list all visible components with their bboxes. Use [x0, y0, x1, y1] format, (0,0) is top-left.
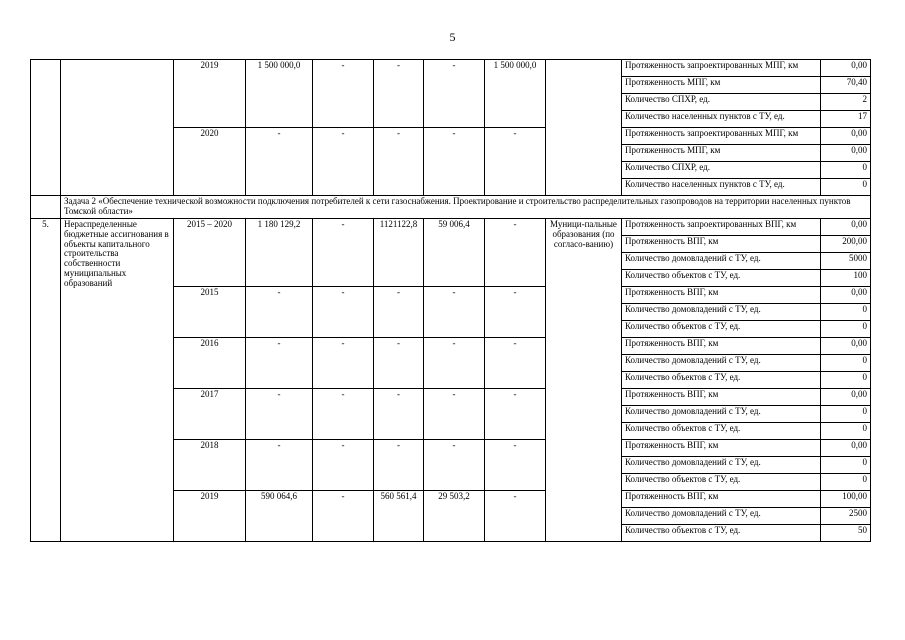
item-name: Нераспределенные бюджетные ассигнования в объекты капитального строительства собственности муниципальных образований: [61, 218, 174, 541]
cell-year: 2015 – 2020: [174, 218, 246, 286]
cell-fed: -: [313, 439, 374, 490]
table-row: [31, 196, 871, 219]
cell-fed: -: [313, 337, 374, 388]
indicator-value: 100,00: [821, 490, 871, 507]
executor-cell: Муници-пальные образования (по согласо-ванию): [546, 218, 622, 541]
cell-reg: -: [374, 439, 424, 490]
cell-fed: -: [313, 388, 374, 439]
cell-total: 590 064,6: [246, 490, 313, 541]
cell-loc: -: [424, 286, 485, 337]
cell-year: 2015: [174, 286, 246, 337]
cell-year: 2018: [174, 439, 246, 490]
program-table: [30, 59, 871, 542]
cell-reg: -: [374, 286, 424, 337]
indicator-value: 0,00: [821, 145, 871, 162]
cell-reg: -: [374, 388, 424, 439]
cell-year: 2020: [174, 128, 246, 196]
indicator-name: Количество населенных пунктов с ТУ, ед.: [622, 111, 821, 128]
cell-year: 2019: [174, 60, 246, 128]
indicator-value: 0: [821, 162, 871, 179]
cell-extra: -: [485, 286, 546, 337]
indicator-name: Количество населенных пунктов с ТУ, ед.: [622, 179, 821, 196]
indicator-value: 0,00: [821, 337, 871, 354]
executor-cell: [546, 60, 622, 196]
indicator-name: Количество СПХР, ед.: [622, 162, 821, 179]
cell-reg: -: [374, 337, 424, 388]
indicator-value: 0,00: [821, 439, 871, 456]
cell-extra: -: [485, 128, 546, 196]
indicator-value: 0: [821, 179, 871, 196]
indicator-name: Количество домовладений с ТУ, ед.: [622, 303, 821, 320]
indicator-name: Количество объектов с ТУ, ед.: [622, 473, 821, 490]
cell-loc: -: [424, 337, 485, 388]
indicator-name: Количество домовладений с ТУ, ед.: [622, 252, 821, 269]
indicator-name: Количество объектов с ТУ, ед.: [622, 422, 821, 439]
indicator-value: 50: [821, 524, 871, 541]
cell-total: 1 180 129,2: [246, 218, 313, 286]
indicator-value: 0: [821, 371, 871, 388]
indicator-value: 5000: [821, 252, 871, 269]
indicator-name: Протяженность ВПГ, км: [622, 439, 821, 456]
indicator-value: 0,00: [821, 218, 871, 235]
indicator-name: Количество объектов с ТУ, ед.: [622, 320, 821, 337]
indicator-value: 0,00: [821, 128, 871, 145]
indicator-value: 100: [821, 269, 871, 286]
cell-year: 2016: [174, 337, 246, 388]
cell-loc: -: [424, 439, 485, 490]
indicator-value: 0,00: [821, 286, 871, 303]
table-row: [31, 218, 871, 235]
cell-reg: 1121122,8: [374, 218, 424, 286]
page-number: 5: [449, 30, 456, 44]
indicator-name: Количество СПХР, ед.: [622, 94, 821, 111]
table-row: [31, 60, 871, 77]
indicator-name: Протяженность ВПГ, км: [622, 490, 821, 507]
cell-fed: -: [313, 60, 374, 128]
indicator-value: 0: [821, 422, 871, 439]
indicator-value: 0: [821, 473, 871, 490]
indicator-name: Протяженность ВПГ, км: [622, 235, 821, 252]
indicator-name: Протяженность ВПГ, км: [622, 388, 821, 405]
indicator-name: Количество домовладений с ТУ, ед.: [622, 405, 821, 422]
indicator-name: Протяженность запроектированных МПГ, км: [622, 128, 821, 145]
cell-loc: -: [424, 60, 485, 128]
cell-loc: 59 006,4: [424, 218, 485, 286]
indicator-value: 0: [821, 303, 871, 320]
indicator-name: Протяженность запроектированных МПГ, км: [622, 60, 821, 77]
indicator-value: 0,00: [821, 60, 871, 77]
indicator-value: 2500: [821, 507, 871, 524]
cell-reg: -: [374, 60, 424, 128]
cell-total: -: [246, 128, 313, 196]
indicator-name: Протяженность ВПГ, км: [622, 286, 821, 303]
cell-extra: -: [485, 388, 546, 439]
indicator-name: Количество домовладений с ТУ, ед.: [622, 456, 821, 473]
cell-year: 2019: [174, 490, 246, 541]
indicator-value: 0: [821, 405, 871, 422]
indicator-name: Протяженность МПГ, км: [622, 77, 821, 94]
cell-total: 1 500 000,0: [246, 60, 313, 128]
num-cell: [31, 196, 61, 219]
indicator-value: 0: [821, 456, 871, 473]
cell-loc: -: [424, 388, 485, 439]
task-heading: Задача 2 «Обеспечение технической возможности подключения потребителей к сети газоснабжения. Проектирование и строительство распределительных газопроводов на территории населенных пунктов Томской области»: [61, 196, 871, 219]
cell-extra: 1 500 000,0: [485, 60, 546, 128]
cell-extra: -: [485, 490, 546, 541]
cell-loc: -: [424, 128, 485, 196]
indicator-value: 0: [821, 320, 871, 337]
indicator-value: 0,00: [821, 388, 871, 405]
cell-reg: 560 561,4: [374, 490, 424, 541]
indicator-name: Количество объектов с ТУ, ед.: [622, 524, 821, 541]
indicator-name: Протяженность МПГ, км: [622, 145, 821, 162]
cell-fed: -: [313, 218, 374, 286]
cell-total: -: [246, 337, 313, 388]
name-cell: [61, 60, 174, 196]
cell-fed: -: [313, 490, 374, 541]
indicator-value: 2: [821, 94, 871, 111]
cell-total: -: [246, 439, 313, 490]
cell-extra: -: [485, 218, 546, 286]
indicator-value: 0: [821, 354, 871, 371]
indicator-name: Протяженность ВПГ, км: [622, 337, 821, 354]
cell-total: -: [246, 286, 313, 337]
indicator-value: 17: [821, 111, 871, 128]
indicator-name: Количество домовладений с ТУ, ед.: [622, 354, 821, 371]
cell-loc: 29 503,2: [424, 490, 485, 541]
indicator-name: Количество домовладений с ТУ, ед.: [622, 507, 821, 524]
cell-fed: -: [313, 286, 374, 337]
cell-reg: -: [374, 128, 424, 196]
indicator-value: 70,40: [821, 77, 871, 94]
indicator-name: Количество объектов с ТУ, ед.: [622, 371, 821, 388]
cell-total: -: [246, 388, 313, 439]
indicator-value: 200,00: [821, 235, 871, 252]
item-number: 5.: [31, 218, 61, 541]
indicator-name: Количество объектов с ТУ, ед.: [622, 269, 821, 286]
indicator-name: Протяженность запроектированных ВПГ, км: [622, 218, 821, 235]
cell-year: 2017: [174, 388, 246, 439]
num-cell: [31, 60, 61, 196]
cell-fed: -: [313, 128, 374, 196]
cell-extra: -: [485, 439, 546, 490]
cell-extra: -: [485, 337, 546, 388]
